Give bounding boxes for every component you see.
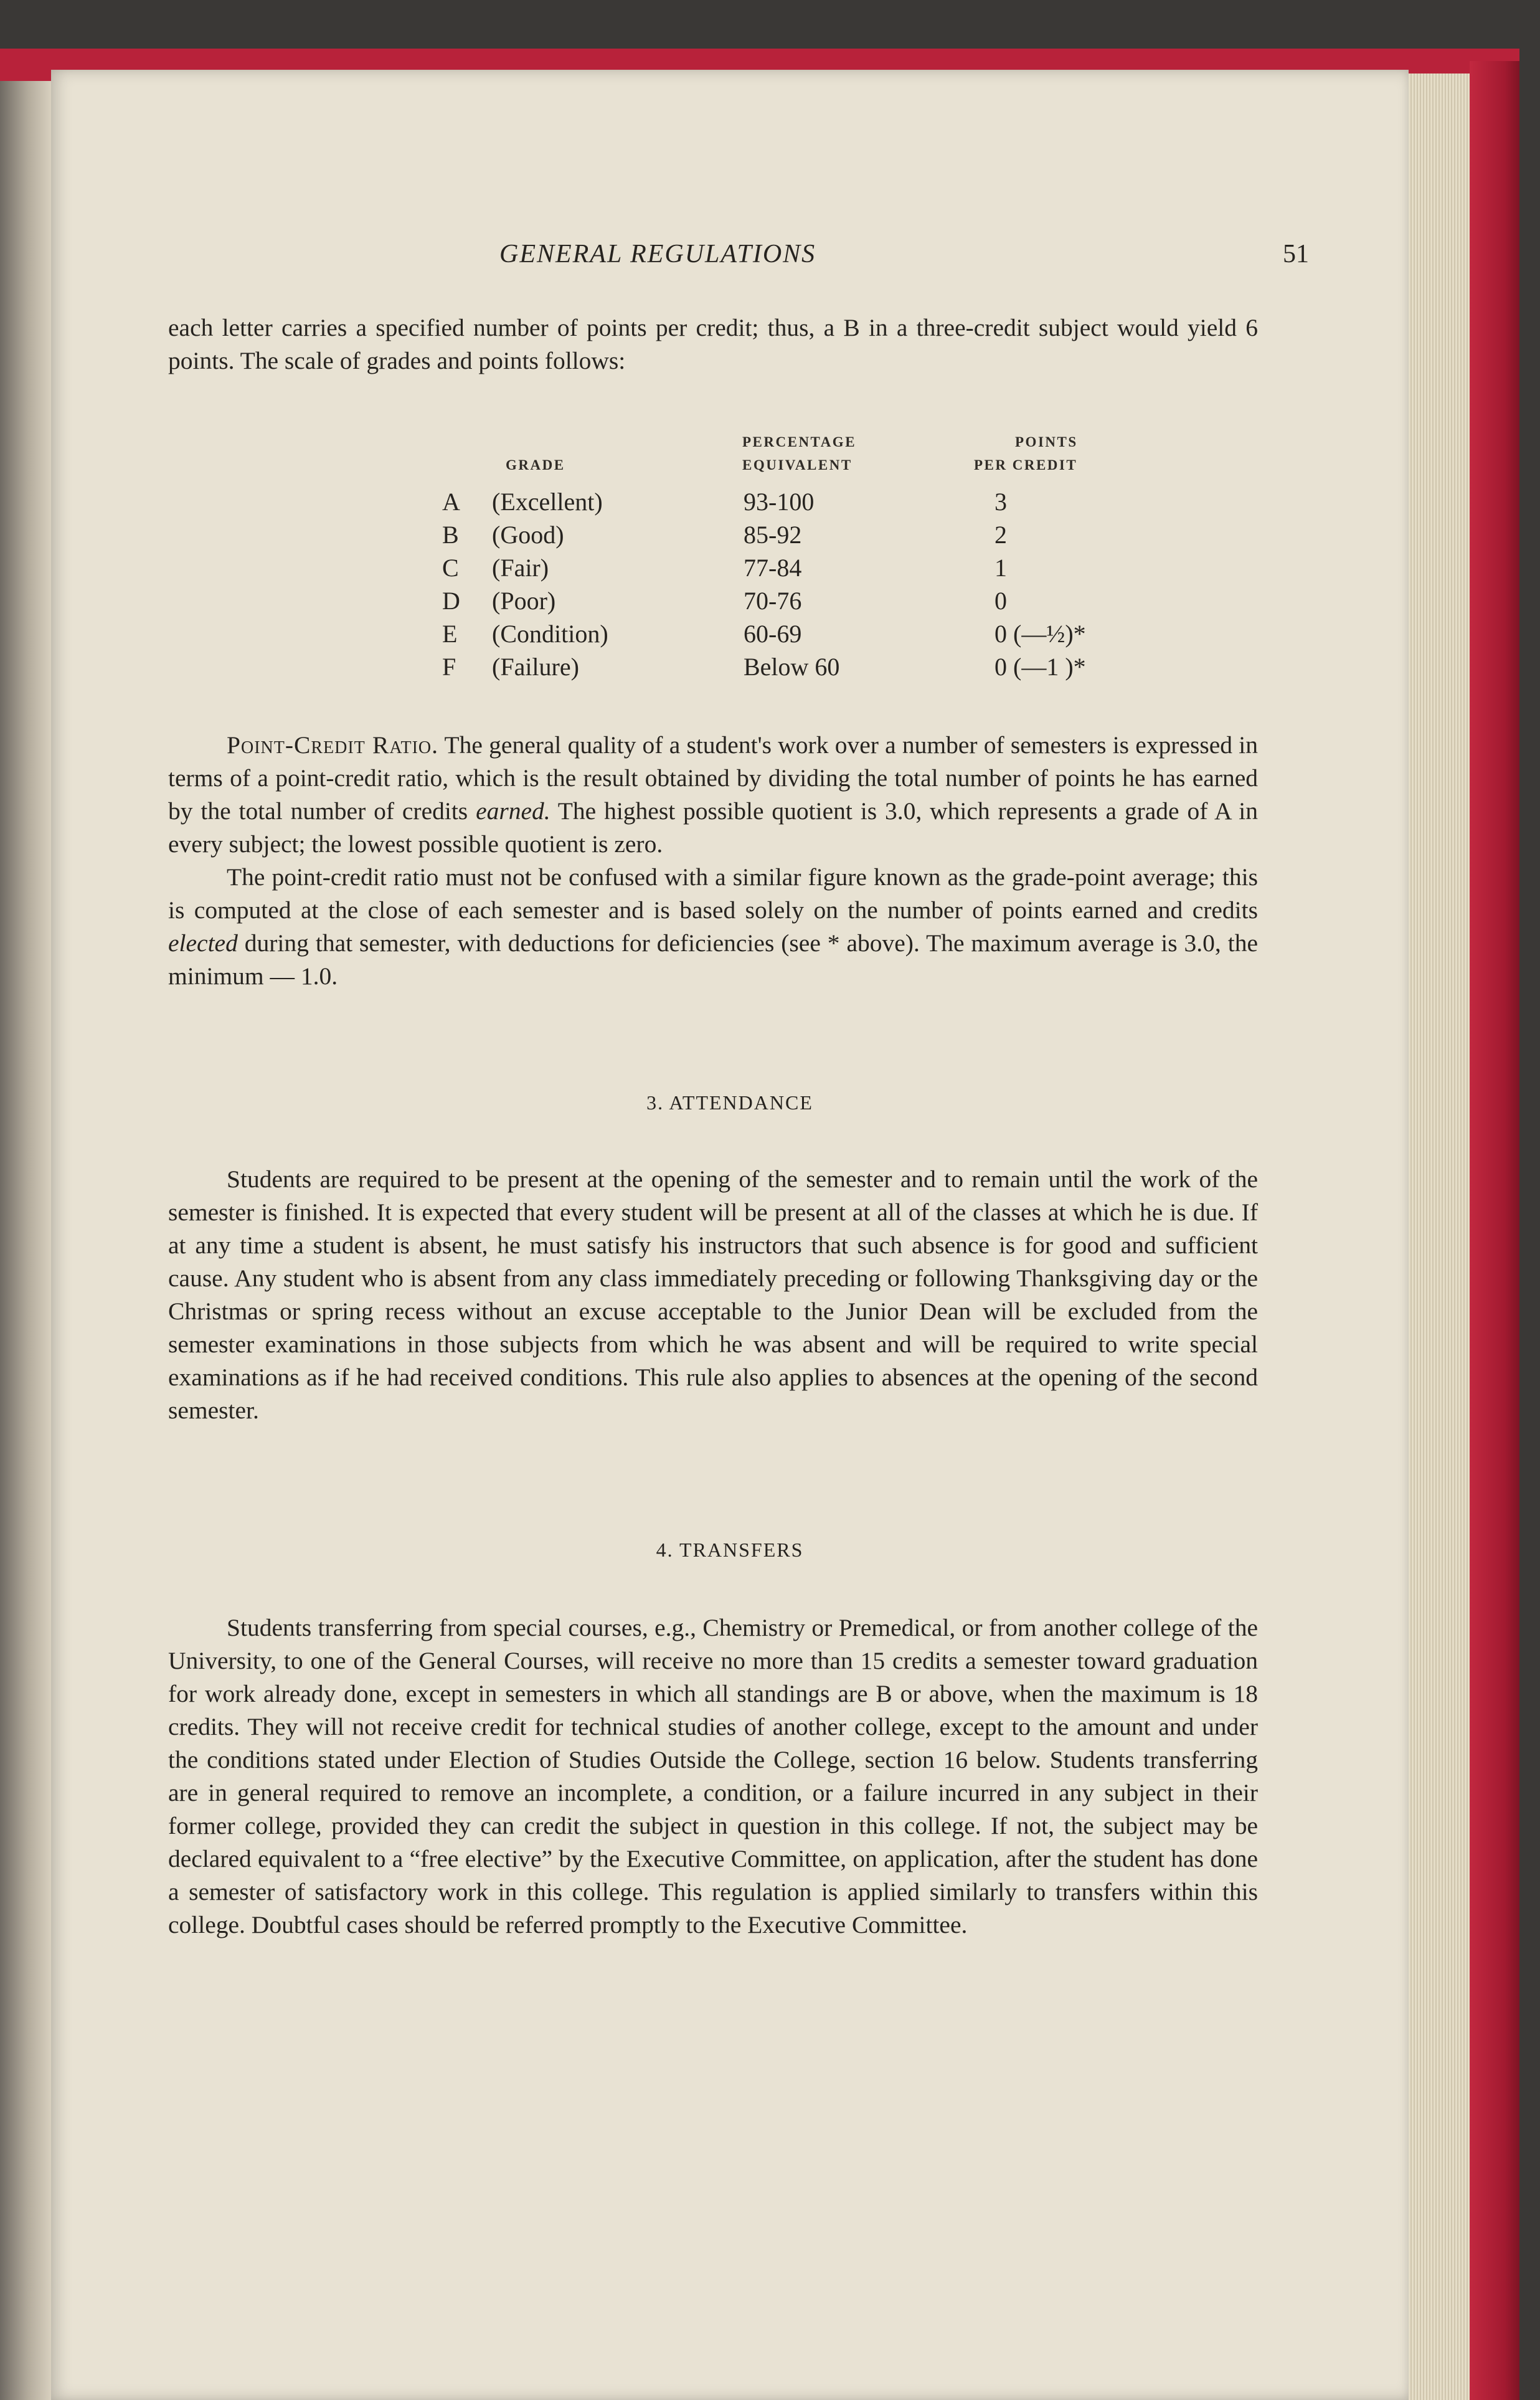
table-row [51,652,1409,685]
table-row [51,520,1409,553]
percentage-equivalent: Below 60 [744,653,840,681]
table-row [51,619,1409,652]
table-row [51,487,1409,520]
grade-name: (Excellent) [492,488,603,516]
attendance-heading: 3. ATTENDANCE [646,1091,813,1114]
grade-name: (Condition) [492,620,608,648]
points-per-credit: 0 (—1 )* [994,653,1086,681]
grade-letter: B [442,521,459,549]
transfers-heading: 4. TRANSFERS [656,1539,804,1561]
grade-point-text-a: The point-credit ratio must not be confused with a similar figure known as the grade-point average; this is computed at the close of each semester and is based solely on the number of points earned and credits [168,863,1258,924]
points-per-credit: 3 [994,488,1007,516]
book-page [51,70,1409,2400]
percentage-equivalent: 93-100 [744,488,815,516]
header-grade: GRADE [506,457,565,473]
grade-letter: F [442,653,456,681]
running-head [499,239,1309,277]
points-per-credit: 0 [994,587,1007,615]
attendance-section [168,1163,1258,1427]
grade-point-text-b: during that semester, with deductions for deficiencies (see * above). The maximum average is 3.0, the minimum — 1.0. [168,929,1259,990]
points-per-credit: 2 [994,521,1007,549]
point-credit-paragraph [168,729,1258,861]
point-credit-text-a: The general quality of a student's work over a number of semesters is expressed in terms of a point-credit ratio, which is the result obtained by dividing the total number of points he has earned by the total number of credits [168,731,1258,825]
page-number: 51 [1283,240,1309,268]
header-percentage-line2: EQUIVALENT [742,457,853,473]
cover-spine-edge [1470,61,1519,2400]
header-points-line1: POINTS [1015,434,1078,450]
grade-letter: E [442,620,458,648]
grade-point-paragraph [168,861,1258,993]
grade-letter: D [442,587,460,615]
grade-name: (Failure) [492,653,579,681]
emphasis-elected: elected [168,929,238,957]
header-points-line2: PER CREDIT [974,457,1078,473]
transfers-paragraph: Students transferring from special courses, e.g., Chemistry or Premedical, or from another college of the University, to one of the General Courses, will receive no more than 15 credits a semester toward graduation for work already done, except in semesters in which all standings are B or above, when the maximum is 18 credits. They will not receive credit for technical studies of another college, except to the amount and under the conditions stated under Election of Studies Outside the College, section 16 below. Students transferring are in general required to remove an incomplete, a condition, or a failure incurred in any subject in their former college, provided they can credit the subject in question in this college. If not, the subject may be declared equivalent to a “free elective” by the Executive Committee, on application, after the student has done a semester of satisfactory work in this college. This regulation is applied similarly to transfers within this college. Doubtful cases should be referred promptly to the Executive Committee. [168,1614,1258,1938]
percentage-equivalent: 85-92 [744,521,802,549]
intro-text: each letter carries a specified number of points per credit; thus, a B in a three-credit subject would yield 6 points. The scale of grades and points follows: [168,314,1258,374]
page-edges [1409,74,1470,2400]
grade-letter: A [442,488,460,516]
attendance-paragraph: Students are required to be present at the opening of the semester and to remain until the work of the semester is finished. It is expected that every student will be present at all of the classes at which he is due. If at any time a student is absent, he must satisfy his instructors that such absence is for good and sufficient cause. Any student who is absent from any class immediately preceding or following Thanksgiving day or the Christmas or spring recess without an excuse acceptable to the Junior Dean will be excluded from the semester examinations in those subjects from which he was absent and will be required to write special examinations as if he had received conditions. This rule also applies to absences at the opening of the second semester. [168,1165,1258,1424]
point-credit-section [168,729,1258,993]
grade-name: (Fair) [492,554,549,582]
running-head-title: GENERAL REGULATIONS [499,240,816,268]
table-row [51,553,1409,586]
header-percentage-line1: PERCENTAGE [742,434,857,450]
grade-name: (Good) [492,521,564,549]
percentage-equivalent: 77-84 [744,554,802,582]
point-credit-heading: Point-Credit Ratio. [227,731,438,759]
left-page-leaf [0,81,51,2400]
grade-letter: C [442,554,459,582]
percentage-equivalent: 70-76 [744,587,802,615]
intro-paragraph [168,311,1258,377]
percentage-equivalent: 60-69 [744,620,802,648]
grade-name: (Poor) [492,587,556,615]
points-per-credit: 1 [994,554,1007,582]
table-row [51,586,1409,619]
transfers-section [168,1611,1258,1942]
emphasis-earned: earned. [476,797,550,825]
point-credit-text-b: The highest possible quotient is 3.0, which represents a grade of A in every subject; the lowest possible quotient is zero. [168,797,1258,858]
points-per-credit: 0 (—½)* [994,620,1086,648]
